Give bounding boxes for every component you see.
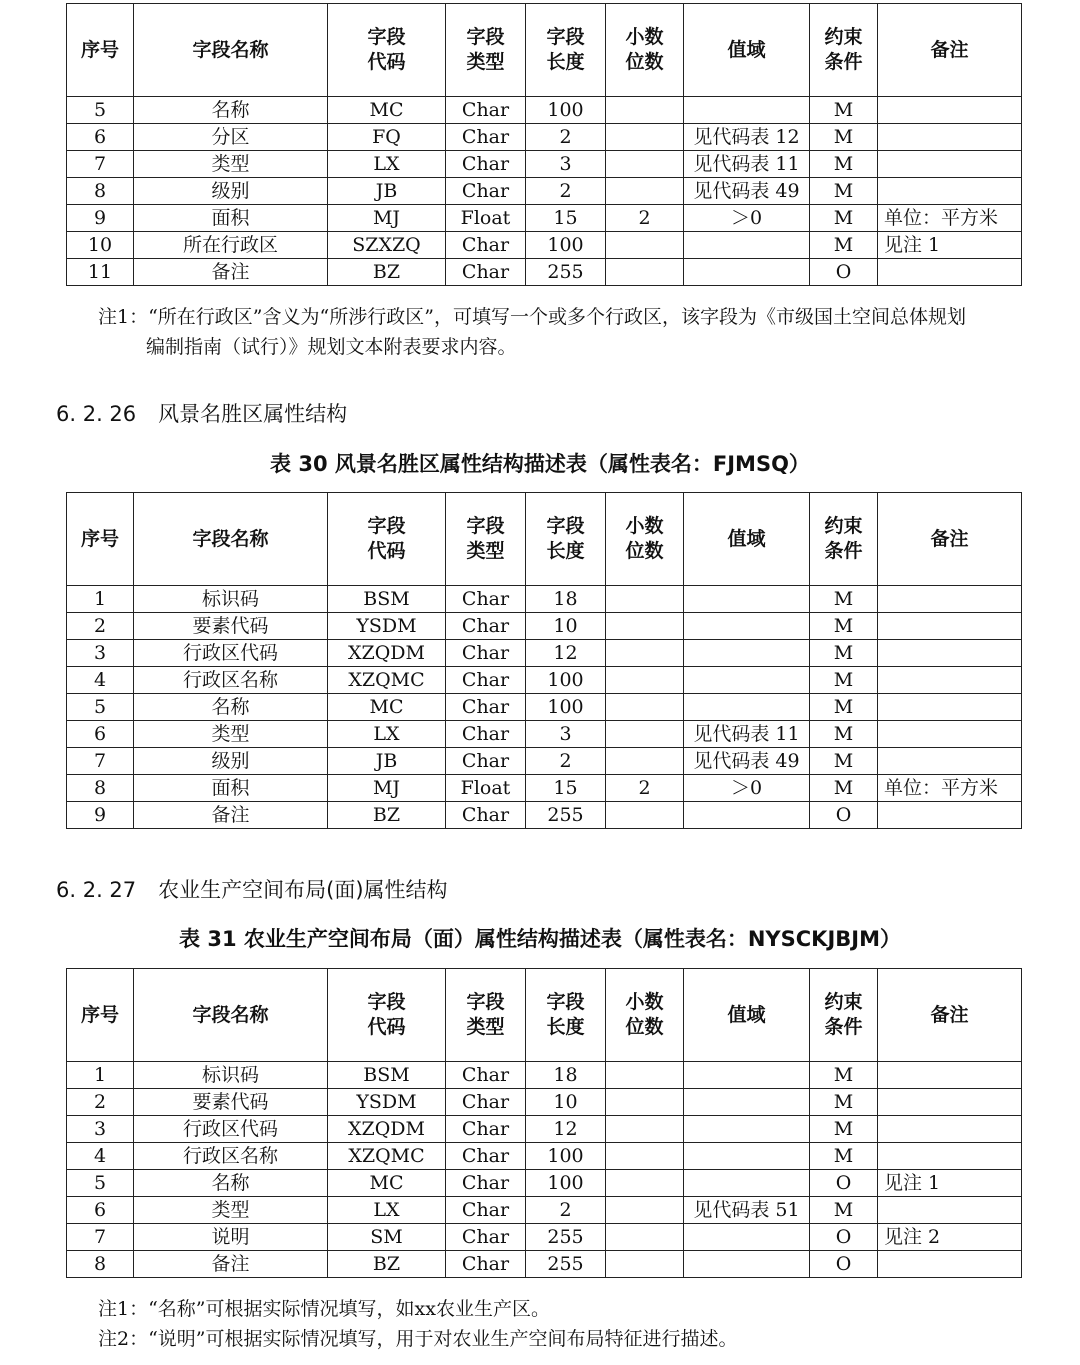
table-row [67,1170,1022,1197]
cell-field-length: 3 [526,721,606,748]
cell-value-range [684,640,810,667]
cell-remarks: 见注 1 [878,1170,1022,1197]
cell-value-range [684,1170,810,1197]
cell-field-code: XZQDM [328,640,446,667]
section-number: 6. 2. 27 [56,878,137,902]
cell-value-range [684,259,810,286]
cell-field-code: MJ [328,775,446,802]
cell-constraint: M [810,178,878,205]
table-header-row [67,493,1022,586]
cell-field-code: JB [328,748,446,775]
cell-value-range [684,1251,810,1278]
cell-constraint: M [810,1062,878,1089]
header-field-name: 字段名称 [134,969,328,1062]
cell-field-code: JB [328,178,446,205]
cell-index: 5 [67,694,134,721]
cell-remarks [878,1089,1022,1116]
cell-field-code: XZQMC [328,667,446,694]
cell-field-type: Char [446,667,526,694]
table-row [67,721,1022,748]
cell-index: 10 [67,232,134,259]
cell-value-range: ＞0 [684,205,810,232]
cell-remarks [878,1062,1022,1089]
cell-index: 5 [67,97,134,124]
table-caption-31: 表 31 农业生产空间布局（面）属性结构描述表（属性表名：NYSCKJBJM） [179,927,901,951]
cell-field-code: BZ [328,802,446,829]
cell-field-type: Char [446,802,526,829]
cell-index: 7 [67,151,134,178]
table-row [67,1062,1022,1089]
cell-constraint: M [810,151,878,178]
header-field-code: 字段 代码 [328,969,446,1062]
cell-index: 9 [67,802,134,829]
cell-index: 6 [67,1197,134,1224]
cell-field-length: 255 [526,1251,606,1278]
cell-field-code: XZQDM [328,1116,446,1143]
header-decimal-places: 小数 位数 [606,969,684,1062]
section-title: 风景名胜区属性结构 [158,402,348,426]
cell-field-name: 说明 [134,1224,328,1251]
cell-field-type: Char [446,151,526,178]
header-field-type: 字段 类型 [446,4,526,97]
table-row [67,667,1022,694]
cell-field-type: Float [446,775,526,802]
cell-value-range [684,694,810,721]
cell-field-name: 行政区名称 [134,1143,328,1170]
cell-field-code: BSM [328,1062,446,1089]
cell-field-name: 备注 [134,1251,328,1278]
table-row [67,124,1022,151]
cell-remarks [878,1116,1022,1143]
table-caption-30: 表 30 风景名胜区属性结构描述表（属性表名：FJMSQ） [270,452,810,476]
cell-value-range [684,613,810,640]
cell-field-name: 行政区代码 [134,1116,328,1143]
cell-remarks: 见注 2 [878,1224,1022,1251]
cell-remarks [878,124,1022,151]
cell-index: 1 [67,586,134,613]
cell-field-type: Char [446,748,526,775]
cell-decimal-places [606,1197,684,1224]
cell-field-length: 2 [526,178,606,205]
cell-field-type: Float [446,205,526,232]
cell-field-length: 100 [526,694,606,721]
cell-field-length: 15 [526,775,606,802]
cell-field-length: 255 [526,802,606,829]
cell-field-name: 名称 [134,97,328,124]
cell-field-type: Char [446,1251,526,1278]
cell-constraint: M [810,667,878,694]
section-number: 6. 2. 26 [56,402,137,426]
cell-constraint: M [810,721,878,748]
cell-field-code: MC [328,694,446,721]
header-field-type: 字段 类型 [446,969,526,1062]
cell-constraint: M [810,1197,878,1224]
cell-field-length: 10 [526,613,606,640]
note-1-line-2: 编制指南（试行）》规划文本附表要求内容。 [146,336,517,358]
cell-field-name: 要素代码 [134,1089,328,1116]
cell-remarks [878,1251,1022,1278]
cell-decimal-places [606,151,684,178]
cell-value-range [684,667,810,694]
cell-field-length: 255 [526,1224,606,1251]
cell-field-length: 18 [526,586,606,613]
cell-index: 7 [67,1224,134,1251]
cell-index: 8 [67,775,134,802]
cell-field-name: 要素代码 [134,613,328,640]
cell-field-code: MC [328,1170,446,1197]
cell-constraint: M [810,124,878,151]
header-field-code: 字段 代码 [328,4,446,97]
cell-field-name: 名称 [134,1170,328,1197]
cell-remarks: 单位：平方米 [878,205,1022,232]
table-row [67,151,1022,178]
header-value-range: 值域 [684,4,810,97]
header-constraint: 约束 条件 [810,969,878,1062]
section-heading-6-2-27 [56,874,448,904]
cell-decimal-places [606,178,684,205]
cell-field-length: 3 [526,151,606,178]
table-notes [98,1294,1028,1354]
header-remarks: 备注 [878,969,1022,1062]
cell-remarks [878,613,1022,640]
table-row [67,586,1022,613]
table-header-row [67,4,1022,97]
table-row [67,775,1022,802]
cell-field-type: Char [446,232,526,259]
cell-field-length: 100 [526,97,606,124]
cell-index: 5 [67,1170,134,1197]
cell-remarks [878,97,1022,124]
cell-index: 11 [67,259,134,286]
cell-remarks [878,748,1022,775]
table-row [67,1224,1022,1251]
cell-field-code: FQ [328,124,446,151]
cell-remarks [878,586,1022,613]
header-index: 序号 [67,969,134,1062]
cell-value-range: ＞0 [684,775,810,802]
cell-field-name: 面积 [134,775,328,802]
cell-field-code: LX [328,1197,446,1224]
table-row [67,694,1022,721]
cell-value-range [684,586,810,613]
cell-decimal-places: 2 [606,775,684,802]
cell-field-length: 18 [526,1062,606,1089]
table-row [67,232,1022,259]
cell-field-name: 备注 [134,802,328,829]
cell-field-type: Char [446,1143,526,1170]
cell-decimal-places [606,232,684,259]
cell-field-name: 所在行政区 [134,232,328,259]
cell-index: 2 [67,1089,134,1116]
cell-field-name: 类型 [134,1197,328,1224]
cell-remarks [878,694,1022,721]
table-row [67,1251,1022,1278]
header-field-name: 字段名称 [134,4,328,97]
cell-field-name: 标识码 [134,586,328,613]
header-constraint: 约束 条件 [810,493,878,586]
cell-field-code: LX [328,151,446,178]
cell-decimal-places [606,613,684,640]
cell-field-type: Char [446,1062,526,1089]
cell-field-code: YSDM [328,613,446,640]
cell-index: 2 [67,613,134,640]
cell-value-range: 见代码表 51 [684,1197,810,1224]
cell-field-code: MC [328,97,446,124]
header-decimal-places: 小数 位数 [606,4,684,97]
cell-field-length: 255 [526,259,606,286]
cell-field-length: 15 [526,205,606,232]
cell-remarks [878,151,1022,178]
cell-index: 9 [67,205,134,232]
table-row [67,1089,1022,1116]
cell-field-length: 100 [526,667,606,694]
cell-constraint: M [810,1089,878,1116]
cell-field-type: Char [446,178,526,205]
cell-field-length: 100 [526,1170,606,1197]
cell-index: 4 [67,1143,134,1170]
cell-decimal-places [606,1224,684,1251]
cell-remarks: 单位：平方米 [878,775,1022,802]
cell-field-type: Char [446,640,526,667]
cell-index: 7 [67,748,134,775]
cell-index: 3 [67,640,134,667]
cell-field-type: Char [446,1224,526,1251]
cell-constraint: M [810,232,878,259]
table-row [67,1197,1022,1224]
cell-value-range: 见代码表 11 [684,151,810,178]
cell-value-range: 见代码表 12 [684,124,810,151]
cell-decimal-places [606,748,684,775]
cell-index: 6 [67,721,134,748]
cell-constraint: M [810,640,878,667]
cell-field-name: 行政区名称 [134,667,328,694]
table-row [67,1116,1022,1143]
cell-decimal-places [606,1143,684,1170]
cell-field-code: MJ [328,205,446,232]
header-remarks: 备注 [878,4,1022,97]
cell-field-length: 2 [526,1197,606,1224]
table-row [67,748,1022,775]
table-row [67,259,1022,286]
cell-decimal-places [606,721,684,748]
cell-field-length: 12 [526,1116,606,1143]
cell-field-name: 级别 [134,748,328,775]
cell-field-code: BSM [328,586,446,613]
table-row [67,178,1022,205]
cell-field-type: Char [446,124,526,151]
cell-constraint: O [810,1170,878,1197]
cell-field-length: 100 [526,1143,606,1170]
cell-remarks [878,667,1022,694]
header-value-range: 值域 [684,493,810,586]
header-constraint: 约束 条件 [810,4,878,97]
table-row [67,205,1022,232]
cell-remarks [878,640,1022,667]
cell-value-range: 见代码表 49 [684,178,810,205]
cell-field-type: Char [446,1089,526,1116]
cell-field-code: BZ [328,259,446,286]
cell-remarks [878,1143,1022,1170]
cell-decimal-places [606,667,684,694]
attribute-table-fjmsq [66,492,1022,829]
cell-remarks [878,178,1022,205]
cell-value-range: 见代码表 49 [684,748,810,775]
cell-field-code: XZQMC [328,1143,446,1170]
cell-index: 8 [67,178,134,205]
table-row [67,613,1022,640]
cell-decimal-places [606,124,684,151]
cell-field-type: Char [446,1197,526,1224]
header-field-length: 字段 长度 [526,969,606,1062]
cell-constraint: M [810,1143,878,1170]
header-decimal-places: 小数 位数 [606,493,684,586]
cell-field-code: SZXZQ [328,232,446,259]
cell-decimal-places [606,694,684,721]
cell-decimal-places [606,640,684,667]
note-2: 注2：“说明”可根据实际情况填写，用于对农业生产空间布局特征进行描述。 [98,1328,738,1350]
table-header-row [67,969,1022,1062]
table-row [67,97,1022,124]
cell-field-name: 级别 [134,178,328,205]
cell-index: 4 [67,667,134,694]
cell-index: 3 [67,1116,134,1143]
note-1-line-1: 注1：“所在行政区”含义为“所涉行政区”，可填写一个或多个行政区，该字段为《市级国土空间总体规划 [98,306,966,328]
cell-decimal-places [606,1089,684,1116]
cell-constraint: M [810,694,878,721]
header-field-length: 字段 长度 [526,493,606,586]
cell-decimal-places [606,259,684,286]
cell-field-code: BZ [328,1251,446,1278]
header-field-code: 字段 代码 [328,493,446,586]
cell-field-type: Char [446,694,526,721]
cell-constraint: M [810,1116,878,1143]
attribute-table-continued [66,3,1022,286]
attribute-table-nysckjbjm [66,968,1022,1278]
cell-decimal-places: 2 [606,205,684,232]
cell-value-range [684,1116,810,1143]
cell-value-range: 见代码表 11 [684,721,810,748]
header-field-name: 字段名称 [134,493,328,586]
cell-remarks [878,1197,1022,1224]
cell-field-type: Char [446,1116,526,1143]
cell-field-type: Char [446,1170,526,1197]
cell-constraint: M [810,586,878,613]
cell-field-code: YSDM [328,1089,446,1116]
cell-field-length: 2 [526,124,606,151]
header-field-length: 字段 长度 [526,4,606,97]
table-row [67,640,1022,667]
cell-field-type: Char [446,259,526,286]
cell-value-range [684,1062,810,1089]
cell-field-type: Char [446,613,526,640]
header-index: 序号 [67,4,134,97]
cell-field-length: 12 [526,640,606,667]
section-title: 农业生产空间布局(面)属性结构 [158,878,448,902]
cell-constraint: M [810,613,878,640]
cell-remarks: 见注 1 [878,232,1022,259]
cell-value-range [684,1224,810,1251]
cell-index: 1 [67,1062,134,1089]
cell-decimal-places [606,1116,684,1143]
cell-constraint: O [810,259,878,286]
section-heading-6-2-26 [56,398,347,428]
cell-field-length: 100 [526,232,606,259]
cell-field-type: Char [446,97,526,124]
cell-field-type: Char [446,586,526,613]
cell-decimal-places [606,1170,684,1197]
cell-value-range [684,1089,810,1116]
header-index: 序号 [67,493,134,586]
table-row [67,1143,1022,1170]
cell-constraint: O [810,1251,878,1278]
cell-constraint: O [810,802,878,829]
cell-value-range [684,232,810,259]
cell-field-name: 类型 [134,151,328,178]
cell-decimal-places [606,1062,684,1089]
cell-value-range [684,802,810,829]
cell-index: 8 [67,1251,134,1278]
cell-constraint: M [810,775,878,802]
cell-remarks [878,802,1022,829]
cell-decimal-places [606,586,684,613]
cell-decimal-places [606,97,684,124]
header-value-range: 值域 [684,969,810,1062]
cell-field-code: LX [328,721,446,748]
cell-field-code: SM [328,1224,446,1251]
cell-field-name: 标识码 [134,1062,328,1089]
header-field-type: 字段 类型 [446,493,526,586]
header-remarks: 备注 [878,493,1022,586]
cell-value-range [684,97,810,124]
cell-constraint: M [810,748,878,775]
cell-field-name: 分区 [134,124,328,151]
cell-constraint: M [810,205,878,232]
cell-field-length: 10 [526,1089,606,1116]
table-row [67,802,1022,829]
cell-constraint: O [810,1224,878,1251]
cell-value-range [684,1143,810,1170]
note-1: 注1：“名称”可根据实际情况填写，如xx农业生产区。 [98,1298,550,1320]
cell-constraint: M [810,97,878,124]
table-note [98,302,1028,362]
cell-field-name: 行政区代码 [134,640,328,667]
cell-index: 6 [67,124,134,151]
cell-field-name: 名称 [134,694,328,721]
cell-field-name: 备注 [134,259,328,286]
cell-decimal-places [606,1251,684,1278]
cell-field-length: 2 [526,748,606,775]
cell-decimal-places [606,802,684,829]
cell-remarks [878,721,1022,748]
cell-field-type: Char [446,721,526,748]
cell-remarks [878,259,1022,286]
cell-field-name: 类型 [134,721,328,748]
cell-field-name: 面积 [134,205,328,232]
